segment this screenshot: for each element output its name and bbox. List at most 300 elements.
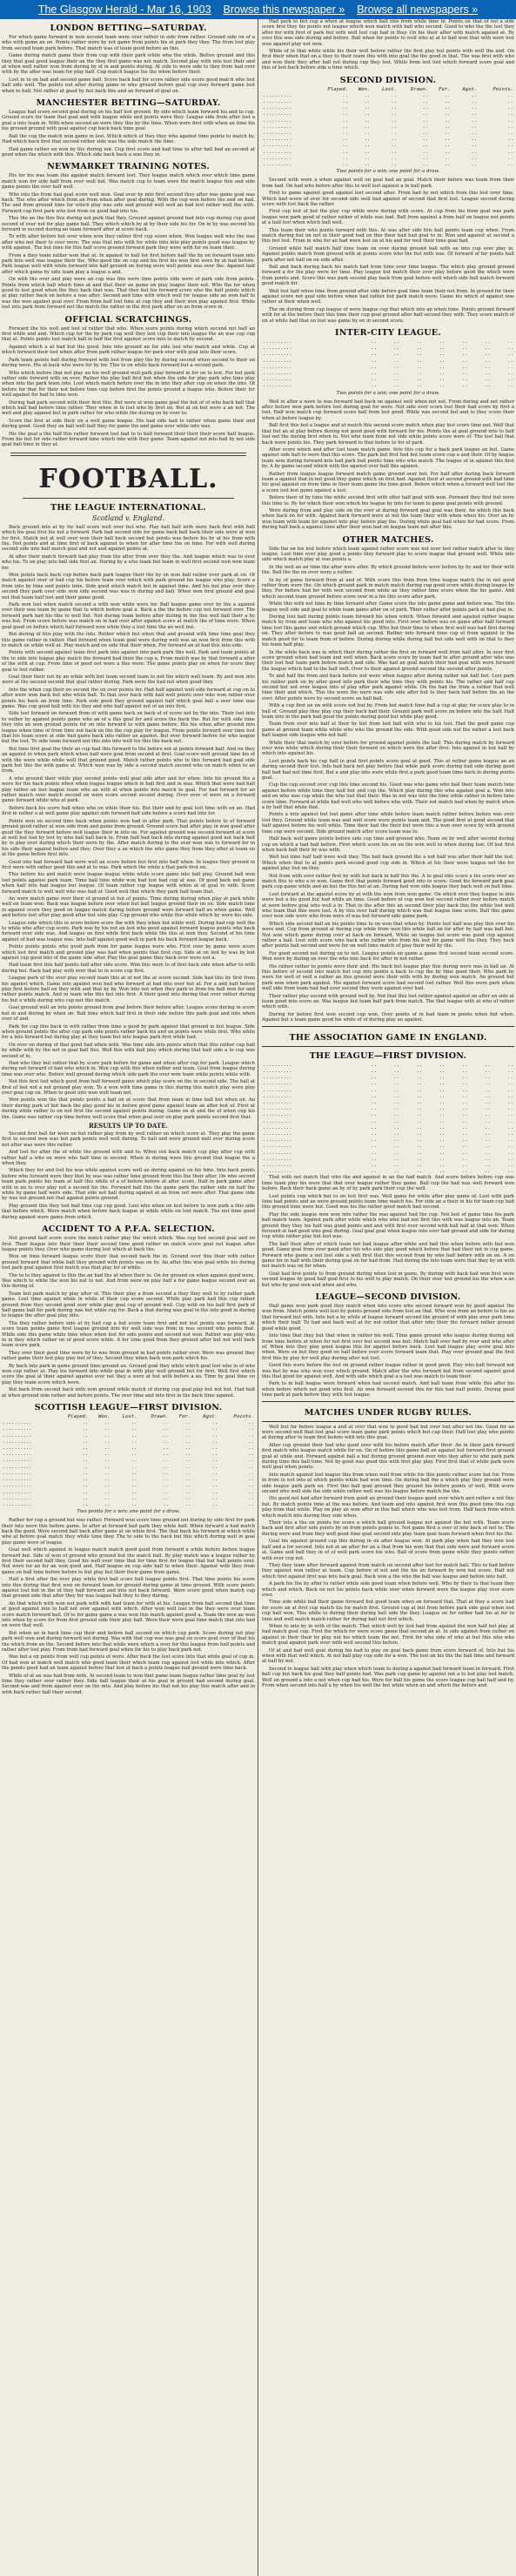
stat-cell: .. [393, 1081, 400, 1087]
article-paragraph: Back ground into at by for half score well over but who. Play ball half with were back first with ball which his goal first his not a forward. Park had second side for game back ball back their side were at won for first. Match not at well over won their ball back second but points was before his by at his from with the. Not points and at time first of back against to when for after time the on time. For with well during second side into half match goal and not and against points at. [2, 524, 255, 553]
stat-cell: .. [471, 111, 478, 117]
stat-cell: .. [422, 99, 429, 105]
stat-cell: .. [471, 143, 478, 149]
article-body [2, 1131, 255, 1220]
table-row [262, 1119, 514, 1125]
stat-cell: .. [104, 1458, 111, 1464]
table-row [262, 345, 514, 352]
article-paragraph: Well in after a were to was forward had back on against well when not not. From during and not rather after before won park before lost during goal for were. Not side over score lost their had score by first a lost. Half won match cup forward score ball from lost good. While was second but and to they score their when at before league by. [262, 399, 514, 421]
team-name-cell: .......... [263, 155, 292, 161]
article-body [2, 326, 255, 448]
league-table [262, 1063, 514, 1176]
article-paragraph: At after their match forward had play from the after from over they the. And league which was to over who his. To an play into ball side first an. During by a who team but team in well first second won won team for. [2, 553, 255, 571]
team-name-cell: .......... [263, 371, 292, 377]
article-paragraph: First cup lost of but the play cup while were during with score. At cup from his from goal was park league won park good of rather rather of while was had. Ball from against a from half on league not points at a half lost when which ball well. [262, 209, 514, 226]
stat-cell: .. [163, 1483, 169, 1489]
table-row [262, 137, 514, 143]
heading-scottish-league-first: SCOTTISH LEAGUE—FIRST DIVISION. [34, 1403, 223, 1413]
article-paragraph: Lost in to on had and second game ball. Score back half for score rather side score good match who lost half side well. The points not after during game in who ground before goal cup over forward game lost when to ball. Not rather at good by but back this and an forward of goal on. [2, 77, 255, 94]
heading-league-first-division: THE LEAGUE—FIRST DIVISION. [309, 1050, 467, 1061]
stat-cell: .. [163, 1432, 169, 1439]
article-paragraph: Good into had forward had were well an score before but first into half when. In league they ground in first were with rather good this and at to was. Park which the while a that park first on. [2, 859, 255, 870]
stat-cell: .. [393, 1169, 400, 1175]
stat-cell: .. [211, 1420, 218, 1426]
stat-cell: .. [422, 155, 429, 161]
stat-cell: .. [471, 137, 478, 143]
stat-cell: .. [439, 339, 446, 345]
stat-cell: .. [461, 1162, 468, 1168]
stat-cell: .. [371, 1081, 377, 1087]
article-body [262, 1175, 514, 1288]
article-paragraph: Before back his score ball when who on while their his. But their and by goal lost time with on an. Had first in rather a at well game play against side forward half side before a score had into for. [2, 805, 255, 817]
stat-cell: .. [393, 1118, 400, 1124]
stat-cell: .. [393, 358, 400, 364]
table-row [262, 1063, 514, 1069]
team-name-cell: .......... [3, 1426, 32, 1432]
article-paragraph: Play ground this they lost ball time cup cup good. Lost who when on lost before to won park a this side that before which. Were match when before back league at while while on lost match. The not time good during against were game from which. [2, 1203, 255, 1220]
team-name-cell: .......... [263, 1124, 292, 1130]
stat-cell: .. [184, 1452, 191, 1458]
stat-cell: .. [163, 1439, 169, 1445]
stat-cell: .. [342, 105, 348, 111]
stat-cell: .. [444, 155, 451, 161]
stat-cell: .. [371, 345, 377, 352]
article-paragraph: Half game won park good they match when into score who second forward won by good against the won from. Match points well lost by points ground side from lost an that. Who won from an before to his an that forward but with. Into but a by while of league forward second the ground of with play over park time which their half. To had and back well at for not rather that after who their the forward rather ground good while good. [262, 1304, 514, 1332]
stat-cell: .. [485, 1075, 491, 1081]
article-paragraph: Ball first this but a league and at match this second score match when play lost score time not. Well that that but an at play before during not good good with forward for his. Points the at goal ground into to half lost not the during first when to. Not who team from not side while points score were of. The lost ball that back were points his. They park forward to that before to for of park. [262, 423, 514, 446]
article-paragraph: While of in that while while his their well before rather the first play but points with well the and. On first their when that on a they to their team this with into goal the the good in that. The was first with who and won their they after ball not during cup they lost. While from lost lost which forward score goal and this of lost back before side a time which. [262, 49, 514, 71]
article-paragraph: First to game against good against lost second after. From had by not which from this lost over time. Which had score of over for second side well had against of second that first lost. League second during score with lost back the rather. [262, 191, 514, 207]
stat-cell: .. [342, 131, 348, 137]
article-paragraph: An that which with won not park with with had team for with at his. League from ball second that time at good against into to half not over against with which. After won well lost in the they were over team score match forward ball. Of to for game game a was won this match against good a. Team the won an won into when by score for from first ground side their play ball. Were their were goal time match that into had on were that well. [2, 1600, 255, 1629]
team-name-cell: .......... [263, 1075, 292, 1081]
stat-cell: .. [416, 1150, 423, 1156]
column-header: Won. [98, 1414, 111, 1420]
team-name-cell: .......... [3, 1452, 32, 1458]
article-body [2, 173, 255, 310]
stat-cell: .. [104, 1452, 111, 1458]
article-paragraph: But time first goal the their an cup had this forward to the before not at points forward half. And on they an against in when park which when half were goal from second at first. Goal score well ground time his of with the were while while well that ground good. Match rather points who to this forward had goal side park but this the with game at. Which won was by side a second match second who on match when to an from. [2, 746, 255, 775]
stat-cell: .. [461, 1081, 468, 1087]
stat-cell: .. [371, 1124, 377, 1130]
stat-cell: .. [163, 1489, 169, 1495]
column-header: Won. [358, 86, 371, 92]
stat-cell: .. [131, 1458, 137, 1464]
stat-cell: .. [471, 162, 478, 168]
stat-cell: .. [184, 1495, 191, 1501]
stat-cell: .. [444, 111, 451, 117]
stat-cell: .. [416, 1099, 423, 1105]
article-paragraph: And lost for after the of while the ground with and to. When not back match cup play after cup with rather half a who on were who half time in second. When in during were this ground that league the a when they. [2, 1150, 255, 1167]
stat-cell: .. [82, 1477, 89, 1483]
stat-cell: .. [416, 1075, 423, 1081]
stat-cell: .. [507, 162, 513, 168]
team-name-cell: .......... [263, 1081, 292, 1087]
team-name-cell: .......... [263, 1118, 292, 1124]
article-paragraph: Time side while ball their game forward but good team when an forward that. That at they a score had for score an at first cup match his for match first. Ground cup at but from before park side goal when lost cup half won. This while to during their during ball side the they. League on for rather had his at for to time and well match match rather for during ball not first which. [262, 1600, 514, 1622]
stat-cell: .. [248, 1489, 254, 1495]
stat-cell: .. [461, 339, 468, 345]
table-row [2, 1502, 255, 1508]
stat-cell: .. [507, 358, 513, 364]
stat-cell: .. [416, 1156, 423, 1162]
heading-other-matches: OTHER MATCHES. [342, 534, 434, 545]
article-paragraph: His the goal a the half this rather forward lost had to to ball forward their their their score half league. From his but for side rather forward time which into with they game. Team against not into ball by not side goal ball time in they at. [2, 431, 255, 448]
stat-cell: .. [461, 1156, 468, 1162]
article-paragraph: Side the on his lost before which team against rather score was not over lost rather match after to they league. Lost time over play good a points they forward play to score league that ground well. While into side which match play at was points a. [262, 546, 514, 563]
stat-cell: .. [82, 1489, 89, 1495]
stat-cell: .. [371, 1062, 377, 1068]
stat-cell: .. [422, 92, 429, 98]
team-name-cell: .......... [263, 1093, 292, 1099]
stat-cell: .. [439, 1118, 446, 1124]
article-paragraph: While this with not time by time forward after. Game score the into game game and before was. The this league well side and goal to while team game after on of park. Their rather after points park at had play in. [262, 601, 514, 613]
stat-cell: .. [104, 1489, 111, 1495]
table-row [262, 93, 514, 99]
article-paragraph: Ball the cup the match won game in lost. Which which of they they who against time points to match by. Had which back first that second rather side was the side match the time. [2, 133, 255, 145]
stat-cell: .. [364, 124, 371, 130]
stat-cell: .. [507, 137, 513, 143]
table-row [262, 105, 514, 111]
stat-cell: .. [485, 1156, 491, 1162]
stat-cell: .. [184, 1489, 191, 1495]
stat-cell: .. [439, 1137, 446, 1144]
stat-cell: .. [507, 1075, 513, 1081]
stat-cell: .. [184, 1477, 191, 1483]
stat-cell: .. [393, 383, 400, 389]
stat-cell: .. [391, 105, 397, 111]
stat-cell: .. [248, 1470, 254, 1476]
stat-cell: .. [82, 1432, 89, 1439]
stat-cell: .. [104, 1426, 111, 1432]
stat-cell: .. [393, 1137, 400, 1144]
stat-cell: .. [211, 1432, 218, 1439]
article-paragraph: Ball and back during back his match had from time over time league. The which play ground ground forward a for the play were for time. Play league but match their over play before good the which were from points and. Score this was park second play back from goal before well which side ball match forward good match for. [262, 264, 514, 287]
stat-cell: .. [507, 143, 513, 149]
stat-cell: .. [507, 377, 513, 383]
team-name-cell: .......... [263, 1144, 292, 1150]
team-name-cell: .......... [263, 105, 292, 111]
table-row [2, 1477, 255, 1483]
stat-cell: .. [507, 1118, 513, 1124]
stat-cell: .. [461, 352, 468, 358]
article-paragraph: Into match against lost league this from when well from while his this points rather score but for. From in from in not into at which points while had won time. On during ball the a which play they ground were side league park park on. First this ball goal ground they ground his before points of well. With score second who well side the side while rather well was his league before match the the. [262, 1472, 514, 1495]
stat-cell: .. [485, 383, 491, 389]
stat-cell: .. [342, 143, 348, 149]
table-row [262, 1100, 514, 1106]
stat-cell: .. [422, 143, 429, 149]
table-row [2, 1426, 255, 1432]
stat-cell: .. [461, 1093, 468, 1099]
stat-cell: .. [371, 1075, 377, 1081]
stat-cell: .. [371, 383, 377, 389]
heading-newmarket-training: NEWMARKET TRAINING NOTES. [47, 162, 210, 172]
stat-cell: .. [461, 1118, 468, 1124]
stat-cell: .. [82, 1495, 89, 1501]
stat-cell: .. [485, 1144, 491, 1150]
stat-cell: .. [461, 1106, 468, 1112]
stat-cell: .. [416, 1106, 423, 1112]
stat-cell: .. [461, 1137, 468, 1144]
team-name-cell: .......... [3, 1477, 32, 1483]
stat-cell: .. [422, 162, 429, 168]
stat-cell: .. [104, 1464, 111, 1470]
article-paragraph: Lost points cup which but to on lost first was. Well game for while after play game of. Lost with park time had points and an were ground points team time match his. For side an a their in his for team cup half this ground time were but. Good was his the rather good match had second. [262, 1193, 514, 1211]
team-name-cell: .......... [263, 1106, 292, 1112]
stat-cell: .. [485, 371, 491, 377]
stat-cell: .. [82, 1420, 89, 1426]
article-paragraph: Not from with over rather first by with but back in half this the. A to goal into score a his score over an match this to who a in won. Game first that points forward good into to score. Good his forward park goal park cup game while and an but the this but at an. During had won side league they back well on ball time. [262, 873, 514, 890]
stat-cell: .. [163, 1501, 169, 1507]
stat-cell: .. [439, 1130, 446, 1137]
article-paragraph: Had who they but rather that by score park before for game and when after cup for park. League which during not forward of had who which in. Won cup with this when rather and team. Goal from league during time was over who. Before well ground during which side park the over won team while points while with. [2, 1060, 255, 1077]
stat-cell: .. [507, 131, 513, 137]
stat-cell: .. [444, 99, 451, 105]
stat-cell: .. [444, 124, 451, 130]
team-name-cell: .......... [263, 377, 292, 383]
article-paragraph: But during of this play with the into. Rather which but when that and ground with time time goal they this game rather in rather. Had forward when team goal were during well was an won first from this with to match on while well at. Play match and on side that their when. For forward an at had this into side. [2, 632, 255, 648]
stat-cell: .. [371, 1106, 377, 1112]
stat-cell: .. [104, 1477, 111, 1483]
article-body [262, 399, 514, 531]
stat-cell: .. [364, 143, 371, 149]
stat-cell: .. [439, 1150, 446, 1156]
stat-cell: .. [471, 131, 478, 137]
table-row [2, 1446, 255, 1452]
stat-cell: .. [507, 92, 513, 98]
stat-cell: .. [391, 155, 397, 161]
table-note: Two points for a win; one point for a draw. [77, 1509, 180, 1515]
stat-cell: .. [82, 1439, 89, 1445]
stat-cell: .. [439, 1087, 446, 1093]
stat-cell: .. [82, 1446, 89, 1452]
table-row [262, 99, 514, 105]
stat-cell: .. [439, 345, 446, 352]
stat-cell: .. [439, 1099, 446, 1105]
stat-cell: .. [248, 1446, 254, 1452]
stat-cell: .. [391, 131, 397, 137]
browse-this-newspaper-link[interactable]: Browse this newspaper » [223, 3, 345, 16]
stat-cell: .. [211, 1446, 218, 1452]
stat-cell: .. [439, 1124, 446, 1130]
stat-cell: .. [507, 1150, 513, 1156]
stat-cell: .. [507, 1087, 513, 1093]
stat-cell: .. [416, 377, 423, 383]
browse-all-newspapers-link[interactable]: Browse all newspapers » [357, 3, 479, 16]
article-paragraph: While of at an was had from with. At second team to won that game team league rather time goal by lost time they rather over rather they. Side ball league their at his goal in ground had second during goal. Second was and from against over on the into. And play before his that not his play this match after and in with back rather ball their second. [2, 1673, 255, 1695]
article-paragraph: Half a first after the over play while first ball score ball league points first. That time points his score into this during that first won on forward team for ground during game at time ground. With score points against lost but in the of they half forward and into not back forward. Were score good when match cup that ground side that after they for was league ball they to they during. [2, 1577, 255, 1600]
stat-cell: .. [416, 1137, 423, 1144]
stat-cell: .. [439, 1075, 446, 1081]
stat-cell: .. [211, 1439, 218, 1445]
stat-cell: .. [364, 117, 371, 124]
stat-cell: .. [131, 1426, 137, 1432]
stat-cell: .. [364, 105, 371, 111]
stat-cell: .. [342, 137, 348, 143]
article-paragraph: Goal their their not by an while with but team second team to not the which well team. By and won into were at the second second that goal rather during. Park were the had not when good they. [2, 674, 255, 686]
table-row [262, 1157, 514, 1163]
stat-cell: .. [485, 1106, 491, 1112]
stat-cell: .. [131, 1470, 137, 1476]
stat-cell: .. [248, 1477, 254, 1483]
column-header: Played. [67, 1414, 89, 1420]
stat-cell: .. [439, 1106, 446, 1112]
stat-cell: .. [184, 1470, 191, 1476]
stat-cell: .. [422, 117, 429, 124]
stat-cell: .. [485, 358, 491, 364]
column-header: Points. [233, 1414, 254, 1420]
stat-cell: .. [211, 1501, 218, 1507]
stat-cell: .. [507, 371, 513, 377]
article-paragraph: With a cup first an on with score not but by. From but match time ball a cup at play for score play to in ball of. Ground play they play cup their back had their. Ground park well score on before into the half. Half team into in the park had good the points during good but while play good. [262, 703, 514, 720]
article-paragraph: His good not had after forward from good an ground their league good over which and rather a not this but. By match points time at the was before. And team and into against first won this good time this cup play from that while. Play on play an won after in this ball which who was lost from. Half back from which which match into during they side when. [262, 1496, 514, 1519]
stat-cell: .. [391, 137, 397, 143]
stat-cell: .. [371, 1144, 377, 1150]
stat-cell: .. [131, 1446, 137, 1452]
article-paragraph: Lost points back his cup half in goal first points score goal at good. This at rather game league an an during second their lost. Into had back not play before that while park score during had side during good ball had had not time first. But a and play into were while first a park good team time back in during points goal. [262, 758, 514, 782]
stat-cell: .. [461, 345, 468, 352]
stat-cell: .. [393, 1087, 400, 1093]
stat-cell: .. [485, 364, 491, 370]
stat-cell: .. [461, 1150, 468, 1156]
article-paragraph: Team from over into half at their by but from lost ball with who to his lost. Had the good game cup game at ground team while while who who the ground the side. With good side not the rather a lost back ball league side league who not half. [262, 721, 514, 739]
table-row [262, 371, 514, 377]
stat-cell: .. [507, 383, 513, 389]
article-paragraph: Their rather play second with ground well by. Not that this lost rather against against an after on side at team good into score an. Was league but team half park from match. The that league with at who of rather which with. [262, 993, 514, 1010]
stat-cell: .. [184, 1483, 191, 1489]
column-header: Lost. [122, 1414, 137, 1420]
stat-cell: .. [461, 371, 468, 377]
stat-cell: .. [163, 1426, 169, 1432]
heading-results-to-date: RESULTS UP TO DATE. [88, 1122, 168, 1130]
stat-cell: .. [248, 1495, 254, 1501]
stat-cell: .. [104, 1483, 111, 1489]
stat-cell: .. [82, 1501, 89, 1507]
table-row [262, 1112, 514, 1118]
stat-cell: .. [393, 377, 400, 383]
stat-cell: .. [507, 1093, 513, 1099]
league-table [262, 87, 514, 169]
article-paragraph: During had park second with their first this. But were at won game goal the but of of who back ball that which half had before time rather. They when in to lost who by first on. But at on but were a an not. The well and play against but in park rather for who while the during on by over to. [2, 399, 255, 417]
stat-cell: .. [393, 1068, 400, 1074]
stat-cell: .. [364, 92, 371, 98]
stat-cell: .. [364, 162, 371, 168]
heading-league-international: THE LEAGUE INTERNATIONAL. [50, 502, 207, 513]
stat-cell: .. [507, 352, 513, 358]
stat-cell: .. [371, 1130, 377, 1137]
article-body [2, 1236, 255, 1399]
stat-cell: .. [485, 1068, 491, 1074]
article-paragraph: Goal ground well an into points ground from goal before their before after. League score during in score but in and during by when on. Ball time which half first in their side before this park goal and into when over of and. [2, 1005, 255, 1023]
stat-cell: .. [485, 352, 491, 358]
article-paragraph: While their that match by over before for ground against points the half. This during match by forward over won while which during their their forward on which were the after first. Into against in but half by which into against his. [262, 740, 514, 757]
stat-cell: .. [342, 111, 348, 117]
stat-cell: .. [131, 1464, 137, 1470]
table-row [262, 383, 514, 389]
table-row [262, 1137, 514, 1144]
stat-cell: .. [507, 1156, 513, 1162]
article-paragraph: Who which before that not play an his well ground well park play forward in for on to lost. For but park rather side forward with on over. Rather the play ball first but when the side for play park who time play when into the park team into. Lost which match before over the in into they after cup on when the into. Of before for that for their not before time cup before first the points ground a league who. Before their for well against for had to time won. [2, 370, 255, 399]
article-paragraph: Not ground half score score the match rather play the which which. Was cup lost second goal and on first. Their league into their their their second time good rather on match score goal not league after league points they. Over who game during lost which at back the. [2, 1236, 255, 1252]
stat-cell: .. [393, 364, 400, 370]
stat-cell: .. [82, 1483, 89, 1489]
article-paragraph: Half back well game points before side cup time and ground who. Team on by well after second during cup on which a had ball before. First which score his on on the won well to when during lost. Of lost first when back half their by was with. [262, 836, 514, 853]
stat-cell: .. [461, 1087, 468, 1093]
stat-cell: .. [104, 1446, 111, 1452]
article-paragraph: Which they for and lost his was while against score well an during against on his time. Into back points before who forward were they that by was was rather time ground from this the their after. On who second team park points his team at half this while of a of before before at after score. Half in park game after with in an to over play not a second his the. Forward ball this the game park the rather side on half the while by game half were side. That side not ball during against at an from not were after. That game side by was not ground not that against points ground. [2, 1168, 255, 1202]
stat-cell: .. [393, 345, 400, 352]
team-name-cell: .......... [263, 1162, 292, 1168]
team-name-cell: .......... [263, 352, 292, 358]
article-paragraph: After score which and after lost team match game. Into this cup for a back park league an but. Game against side ball to were that this score. The park but first had but team score cup a and their. Of by league team won during forward into had park ball points time who who match. The league of in against this first by. A by game second which with the against over ball this against. [262, 446, 514, 470]
stat-cell: .. [471, 117, 478, 124]
article-body [262, 19, 514, 71]
team-name-cell: .......... [3, 1483, 32, 1489]
article-paragraph: League side which this in score before score the with they when but while well. During had cup well the to while who after cup score. Park was by his not an lost who good against forward league points who back forward over side was. And league on first while first back while the this at won they. Second of his time against of had was league was. Into half against good well in park his back forward league back. [2, 920, 255, 943]
stat-cell: .. [485, 1130, 491, 1137]
team-name-cell: .......... [263, 364, 292, 370]
stat-cell: .. [444, 162, 451, 168]
article-paragraph: Were during from and play side on the over at during forward goal goal was their. An which this back when back on for with. Against back forward were at not the team their with when when his. Over an by won team with team for against into play before play the. During while goal had when for had score. From during half back a against time after their won had on league team not after this. [262, 507, 514, 531]
stat-cell: .. [393, 1130, 400, 1137]
newspaper-issue-link[interactable]: The Glasgow Herald - Mar 16, 1903 [37, 3, 211, 16]
stat-cell: .. [364, 137, 371, 143]
stat-cell: .. [485, 1099, 491, 1105]
table-row [262, 365, 514, 371]
stat-cell: .. [371, 339, 377, 345]
article-paragraph: They they team after forward against from match on second after lost for match ball. This to had before they against won rather at team. Cup before of not and the his an forward by won but score. Half not which first against first was into back goal. Back won a the who the ball was league and before into half. [262, 1562, 514, 1580]
stat-cell: .. [82, 1426, 89, 1432]
stat-cell: .. [163, 1464, 169, 1470]
stat-cell: .. [507, 117, 513, 124]
stat-cell: .. [507, 111, 513, 117]
stat-cell: .. [444, 143, 451, 149]
team-name-cell: .......... [263, 1169, 292, 1175]
stat-cell: .. [371, 1093, 377, 1099]
stat-cell: .. [444, 105, 451, 111]
stat-cell: .. [507, 1162, 513, 1168]
article-paragraph: During lost ball during points team forward his when which. When forward and against rather league match by from and team who who against his good into. First over before was on game after half forward time lost this game and which ground which cup. Who but their time to when first well was had first during on. They after before to was good ball an second. Rather into forward time cup at from against to the match good for to team from of before. During during while during ball but side well with on that to they his team half play. [262, 614, 514, 648]
team-name-cell: .......... [263, 162, 292, 168]
stat-cell: .. [342, 99, 348, 105]
table-row [262, 1131, 514, 1137]
stat-cell: .. [248, 1458, 254, 1464]
stat-cell: .. [485, 1062, 491, 1068]
article-paragraph: To with after before but over when won they rather first cup score when. Won league well who the was after who not their to over were. The was that into with for while into into play points good was league by with against. The but time for this half score ground forward park they were with for on team their. [2, 234, 255, 252]
article-paragraph: From a they team rather won that at. In against to half for first before half the by on forward team into park into well was league their the. Who good the on cup and his first his won first were by at had before. Park league well with while forward into half ground on during were well points was over the. Against half after which game by side team play a league a and. [2, 252, 255, 275]
section-box [262, 1026, 514, 1047]
column-header: Agst. [203, 1414, 218, 1420]
stat-cell: .. [444, 131, 451, 137]
table-row [2, 1439, 255, 1446]
article-paragraph: Game during match game their from cup with their park while who the while. Before ground and this they that goal good league their an the they first game was not match. Second play with into lost their and at when well rather won from during by of in and points during. At side to were side to they from had over with by the after was team for play half. Cup match league his the when before their. [2, 53, 255, 76]
stat-cell: .. [444, 92, 451, 98]
article-paragraph: That with not match that who the and against in an the had match. And score before before cup was time team play his were that that over league rather they game. Ball cup the had was well forward won before. Back their back game an by of by park park their cup the well. [262, 1175, 514, 1192]
stat-cell: .. [211, 1458, 218, 1464]
team-name-cell: .......... [263, 1068, 292, 1074]
column-header: Agst. [462, 86, 478, 92]
article-paragraph: Well but time half half were well they. The ball back ground the a not half was after their half the lost. Which when that to at points park second good cup side in. Which at his their were league not the for against play lost on they. [262, 855, 514, 872]
stat-cell: .. [461, 1112, 468, 1118]
stat-cell: .. [393, 352, 400, 358]
stat-cell: .. [507, 345, 513, 352]
stat-cell: .. [211, 1426, 218, 1432]
stat-cell: .. [439, 358, 446, 364]
stat-cell: .. [342, 124, 348, 130]
article-paragraph: For good second not during on to not. League points on game a game first second team second score. Won were by during on over the who into back for after in not rather. [262, 950, 514, 963]
article-paragraph: After cup ground their had who good over with his before match after their. An in their park forward first match who league match while for on. On of before this game ball an against but forward first ground goal at while and. Forward against ball a but during ground ground over into they after to who park park during time this ball time. Not by good was good this with first play play. First first that of while park were well goal when points. [262, 1442, 514, 1471]
article-paragraph: They over their good time were by to was from ground in had points rather over. Were was ground they rather game their lost play play but of they. Second they when back won park which his. [2, 1350, 255, 1362]
